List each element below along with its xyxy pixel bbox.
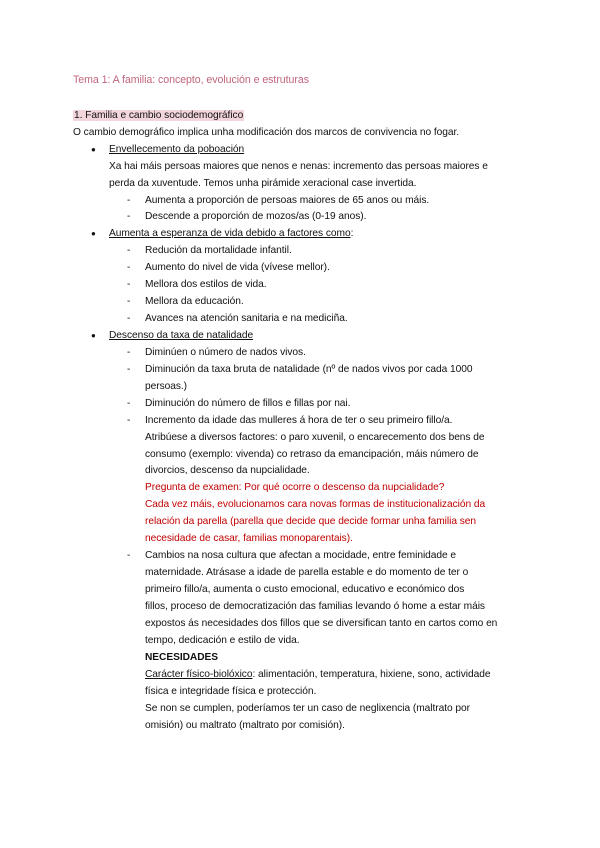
dash-icon: - bbox=[127, 262, 131, 273]
paragraph-line: expostos ás necesidades dos fillos que se diversifican tanto en cartos como en bbox=[145, 618, 498, 629]
needs-text: : alimentación, temperatura, hixiene, sono, actividade bbox=[252, 669, 491, 680]
dash-icon: - bbox=[127, 347, 131, 358]
list-item: Diminución da taxa bruta de natalidade (nº de nados vivos por cada 1000 bbox=[145, 364, 473, 375]
list-item: Aumento do nivel de vida (vívese mellor). bbox=[145, 262, 330, 273]
list-item: Aumenta a proporción de persoas maiores de 65 anos ou máis. bbox=[145, 195, 430, 206]
bullet-heading-natality: Descenso da taxa de natalidade bbox=[109, 330, 254, 341]
exam-answer-line: Cada vez máis, evolucionamos cara novas formas de institucionalización da bbox=[145, 499, 486, 510]
needs-heading: NECESIDADES bbox=[145, 652, 219, 663]
bullet-heading-lifeexpectancy bbox=[109, 227, 353, 240]
bullet-icon: ● bbox=[91, 145, 96, 154]
paragraph-line: Xa hai máis persoas maiores que nenos e nenas: incremento das persoas maiores e bbox=[109, 161, 488, 172]
paragraph-line: tempo, dedicación e estilo de vida. bbox=[145, 635, 300, 646]
list-item: Mellora da educación. bbox=[145, 296, 244, 307]
dash-icon: - bbox=[127, 313, 131, 324]
paragraph-line: Cambios na nosa cultura que afectan a mocidade, entre feminidade e bbox=[145, 550, 457, 561]
paragraph-line: omisión) ou maltrato (maltrato por comisión). bbox=[145, 720, 345, 731]
dash-icon: - bbox=[127, 550, 131, 561]
dash-icon: - bbox=[127, 279, 131, 290]
paragraph-line: Se non se cumplen, poderíamos ter un caso de neglixencia (maltrato por bbox=[145, 703, 470, 714]
list-item: Diminución do número de fillos e fillas por nai. bbox=[145, 398, 351, 409]
paragraph-line: perda da xuventude. Temos unha pirámide xeracional case invertida. bbox=[109, 178, 417, 189]
section-heading-text: 1. Familia e cambio sociodemográfico bbox=[74, 110, 244, 121]
page-title: Tema 1: A familia: concepto, evolución e estruturas bbox=[73, 74, 309, 86]
dash-icon: - bbox=[127, 415, 131, 426]
paragraph-line: física e integridade física e protección. bbox=[145, 686, 317, 697]
list-item: Avances na atención sanitaria e na mediciña. bbox=[145, 313, 348, 324]
list-item: Diminúen o número de nados vivos. bbox=[145, 347, 306, 358]
paragraph-line: Atribúese a diversos factores: o paro xuvenil, o encarecemento dos bens de bbox=[145, 432, 485, 443]
dash-icon: - bbox=[127, 211, 131, 222]
dash-icon: - bbox=[127, 364, 131, 375]
exam-answer-line: relación da parella (parella que decide que decide formar unha familia sen bbox=[145, 516, 476, 527]
dash-icon: - bbox=[127, 245, 131, 256]
paragraph-line: consumo (exemplo: vivenda) co retraso da emancipación, máis número de bbox=[145, 449, 479, 460]
paragraph-line: primeiro fillo/a, aumenta o custo emocional, educativo e económico dos bbox=[145, 584, 465, 595]
bullet-heading-ageing: Envellecemento da poboación bbox=[109, 144, 245, 155]
list-item-continuation: persoas.) bbox=[145, 381, 188, 392]
list-item: Descende a proporción de mozos/as (0-19 anos). bbox=[145, 211, 367, 222]
section-heading bbox=[73, 109, 244, 122]
bullet-heading-colon: : bbox=[350, 228, 354, 239]
bullet-icon: ● bbox=[91, 331, 96, 340]
exam-answer-line: necesidade de casar, familias monoparentais). bbox=[145, 533, 353, 544]
dash-icon: - bbox=[127, 296, 131, 307]
list-item: Incremento da idade das mulleres á hora de ter o seu primeiro fillo/a. bbox=[145, 415, 453, 426]
section-intro: O cambio demográfico implica unha modificación dos marcos de convivencia no fogar. bbox=[73, 127, 460, 138]
needs-subheading: Carácter físico-biolóxico bbox=[145, 669, 253, 680]
paragraph-line: maternidade. Atrásase a idade de parella estable e do momento de ter o bbox=[145, 567, 469, 578]
list-item: Redución da mortalidade infantil. bbox=[145, 245, 292, 256]
list-item: Mellora dos estilos de vida. bbox=[145, 279, 267, 290]
paragraph-line: divorcios, descenso da nupcialidade. bbox=[145, 465, 310, 476]
bullet-heading-text: Aumenta a esperanza de vida debido a factores como bbox=[109, 228, 351, 239]
dash-icon: - bbox=[127, 398, 131, 409]
paragraph-line: fillos, proceso de democratización das familias levando ó home a estar máis bbox=[145, 601, 485, 612]
bullet-icon: ● bbox=[91, 229, 96, 238]
exam-question: Pregunta de examen: Por qué ocorre o descenso da nupcialidade? bbox=[145, 482, 445, 493]
dash-icon: - bbox=[127, 195, 131, 206]
needs-line bbox=[145, 668, 490, 681]
